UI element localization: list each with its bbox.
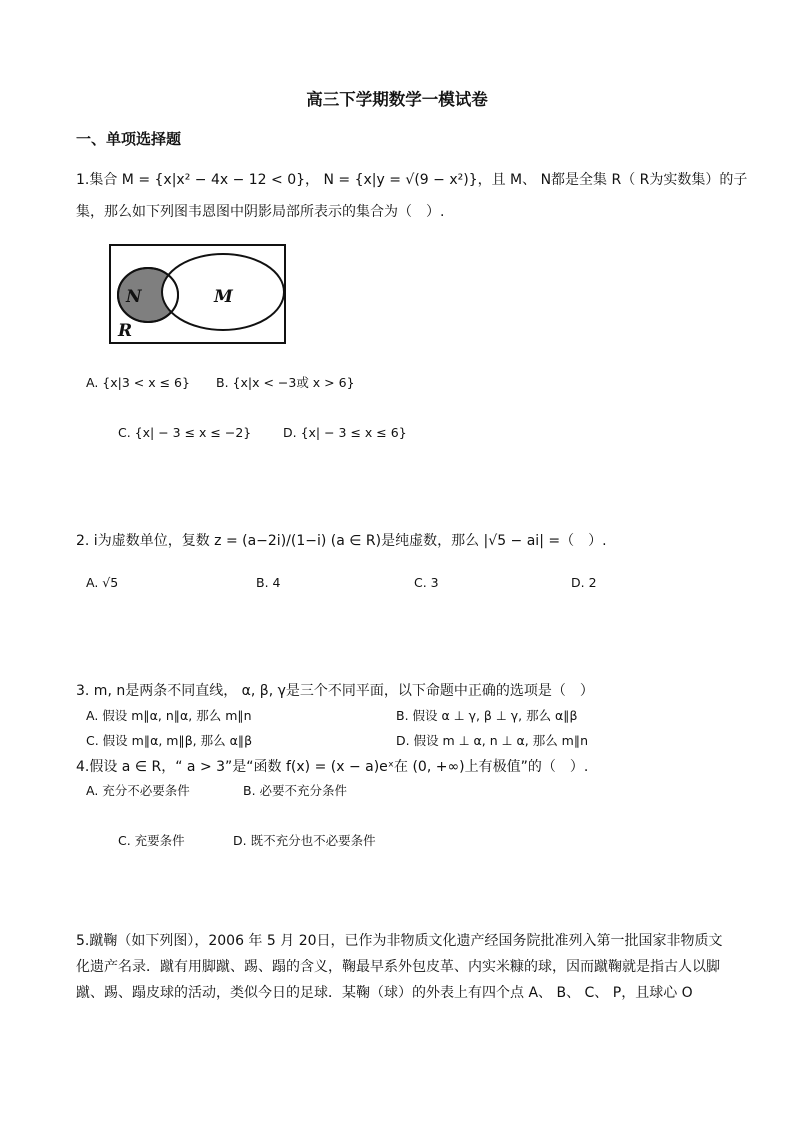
- q2-option-a[interactable]: A. √5: [86, 575, 119, 590]
- venn-diagram: [108, 243, 288, 345]
- q2-option-c[interactable]: C. 3: [414, 575, 439, 590]
- q1-option-c[interactable]: C. {x| − 3 ≤ x ≤ −2}: [118, 425, 252, 440]
- q5-stem-line-2: 化遗产名录．蹴有用脚蹴、踢、蹋的含义，鞠最早系外包皮革、内实米糠的球，因而蹴鞠就是指古人以脚: [76, 959, 720, 975]
- q5-stem-line-3: 蹴、踢、蹋皮球的活动，类似今日的足球．某鞠（球）的外表上有四个点 A、 B、 C、 P，且球心 O: [76, 985, 693, 1001]
- q1-option-b[interactable]: B. {x|x < −3或 x > 6}: [216, 375, 355, 390]
- q4-option-c[interactable]: C. 充要条件: [118, 833, 185, 848]
- q3-option-c[interactable]: C. 假设 m∥α, m∥β, 那么 α∥β: [86, 733, 253, 748]
- section-heading: 一、单项选择题: [76, 130, 182, 148]
- q3-option-a[interactable]: A. 假设 m∥α, n∥α, 那么 m∥n: [86, 708, 252, 723]
- q3-stem: 3. m, n是两条不同直线， α, β, γ是三个不同平面，以下命题中正确的选项是（ ）: [76, 683, 594, 699]
- q4-option-a[interactable]: A. 充分不必要条件: [86, 783, 190, 798]
- label-m: M: [214, 287, 233, 307]
- q4-option-d[interactable]: D. 既不充分也不必要条件: [233, 833, 376, 848]
- q1-option-a[interactable]: A. {x|3 < x ≤ 6}: [86, 375, 190, 390]
- q1-option-d[interactable]: D. {x| − 3 ≤ x ≤ 6}: [283, 425, 407, 440]
- q1-stem-line-1: 1.集合 M = {x|x² − 4x − 12 < 0}， N = {x|y = √(9 − x²)}，且 M、 N都是全集 R（ R为实数集）的子: [76, 172, 748, 188]
- q3-option-b[interactable]: B. 假设 α ⊥ γ, β ⊥ γ, 那么 α∥β: [396, 708, 578, 723]
- q4-option-b[interactable]: B. 必要不充分条件: [243, 783, 348, 798]
- q3-option-d[interactable]: D. 假设 m ⊥ α, n ⊥ α, 那么 m∥n: [396, 733, 589, 748]
- page-title: 高三下学期数学一模试卷: [306, 90, 488, 109]
- q2-option-d[interactable]: D. 2: [571, 575, 597, 590]
- label-n: N: [126, 287, 142, 307]
- q2-option-b[interactable]: B. 4: [256, 575, 281, 590]
- q1-stem-line-2: 集，那么如下列图韦恩图中阴影局部所表示的集合为（ ）.: [76, 204, 445, 220]
- q2-stem: 2. i为虚数单位，复数 z = (a−2i)/(1−i) (a ∈ R)是纯虚数，那么 |√5 − ai| =（ ）.: [76, 533, 607, 549]
- q5-stem-line-1: 5.蹴鞠（如下列图），2006 年 5 月 20日，已作为非物质文化遗产经国务院批准列入第一批国家非物质文: [76, 933, 723, 949]
- q4-stem: 4.假设 a ∈ R，“ a > 3”是“函数 f(x) = (x − a)eˣ在 (0, +∞)上有极值”的（ ）.: [76, 759, 589, 775]
- label-r: R: [118, 321, 133, 341]
